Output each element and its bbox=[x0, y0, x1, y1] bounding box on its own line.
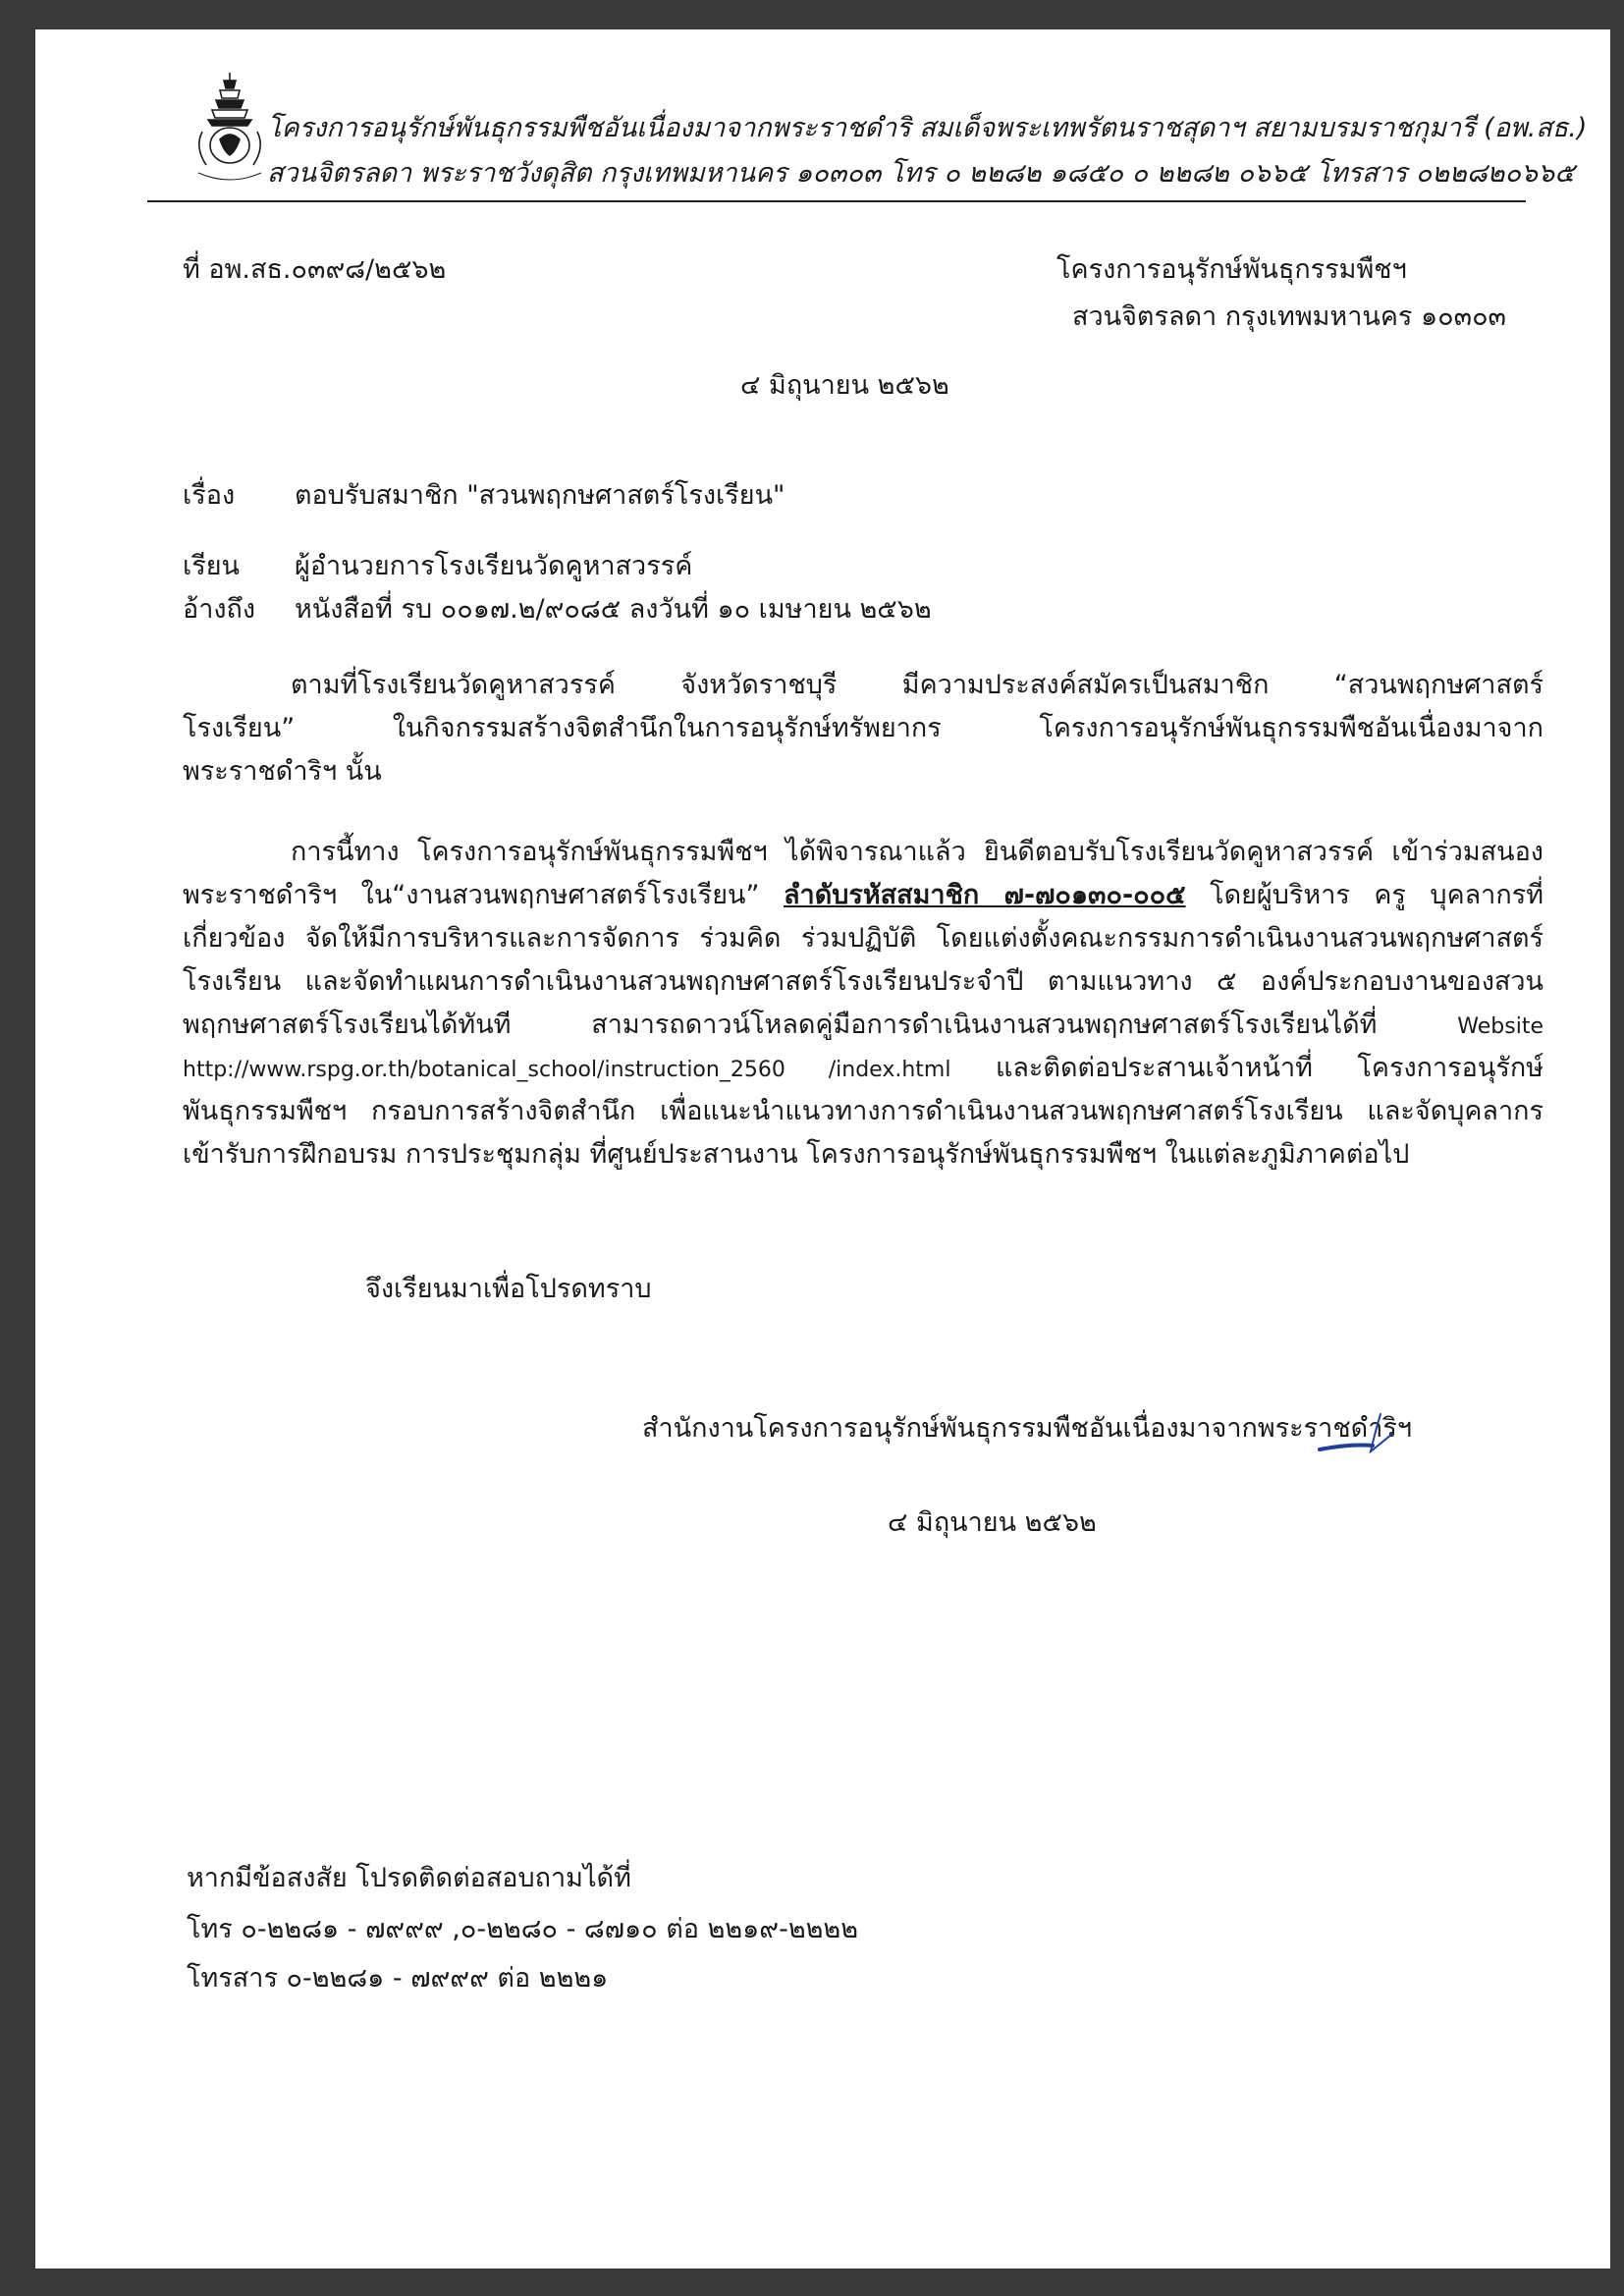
body-line bbox=[183, 874, 1543, 917]
reference-text: หนังสือที่ รบ ๐๐๑๗.๒/๙๐๘๕ ลงวันที่ ๑๐ เมษายน ๒๕๖๒ bbox=[295, 594, 932, 625]
contact-intro: หากมีข้อสงสัย โปรดติดต่อสอบถามได้ที่ bbox=[187, 1863, 631, 1893]
header-divider bbox=[147, 200, 1526, 202]
sender-address: สวนจิตรลดา กรุงเทพมหานคร ๑๐๓๐๓ bbox=[1072, 301, 1507, 332]
body-line bbox=[183, 1047, 1543, 1090]
body-line: การนี้ทาง โครงการอนุรักษ์พันธุกรรมพืชฯ ได้พิจารณาแล้ว ยินดีตอบรับโรงเรียนวัดคูหาสวรรค์ เข้าร่วมสนอง bbox=[291, 837, 1543, 867]
recipient-text: ผู้อำนวยการโรงเรียนวัดคูหาสวรรค์ bbox=[295, 551, 693, 581]
reference-label: อ้างถึง bbox=[183, 594, 256, 625]
letter-page bbox=[35, 29, 1610, 2269]
website-label: Website bbox=[1457, 1014, 1543, 1039]
body-text: พระราชดำริฯ ใน“งานสวนพฤกษศาสตร์โรงเรียน” bbox=[183, 880, 760, 910]
body-line: ตามที่โรงเรียนวัดคูหาสวรรค์ จังหวัดราชบุรี มีความประสงค์สมัครเป็นสมาชิก “สวนพฤกษศาสตร์ bbox=[291, 670, 1543, 700]
reference-number: ที่ อพ.สธ.๐๓๙๘/๒๕๖๒ bbox=[183, 254, 447, 285]
recipient-label: เรียน bbox=[183, 551, 241, 581]
contact-fax: โทรสาร ๐-๒๒๘๑ - ๗๙๙๙ ต่อ ๒๒๒๑ bbox=[187, 1963, 609, 1994]
subject-label: เรื่อง bbox=[183, 480, 236, 511]
signing-office: สำนักงานโครงการอนุรักษ์พันธุกรรมพืชอันเนื่องมาจากพระราชดำริฯ bbox=[642, 1413, 1413, 1444]
member-code: ลำดับรหัสสมาชิก ๗-๗๐๑๓๐-๐๐๕ bbox=[784, 880, 1186, 910]
body-line: โรงเรียน และจัดทำแผนการดำเนินงานสวนพฤกษศาสตร์โรงเรียนประจำปี ตามแนวทาง ๕ องค์ประกอบงานของสวน bbox=[183, 966, 1543, 997]
body-line bbox=[183, 1004, 1543, 1047]
body-text: โดยผู้บริหาร ครู บุคลากรที่ bbox=[1210, 880, 1543, 910]
manual-url: http://www.rspg.or.th/botanical_school/instruction_2560 /index.html bbox=[183, 1058, 951, 1082]
body-text: และติดต่อประสานเจ้าหน้าที่ โครงการอนุรักษ์ bbox=[995, 1053, 1543, 1083]
body-line: เข้ารับการฝึกอบรม การประชุมกลุ่ม ที่ศูนย์ประสานงาน โครงการอนุรักษ์พันธุกรรมพืชฯ ในแต่ละภูมิภาคต่อไป bbox=[183, 1139, 1410, 1170]
body-line: เกี่ยวข้อง จัดให้มีการบริหารและการจัดการ ร่วมคิด ร่วมปฏิบัติ โดยแต่งตั้งคณะกรรมการดำเนินงานสวนพฤกษศาสตร์ bbox=[183, 923, 1543, 954]
body-line: พระราชดำริฯ นั้น bbox=[183, 756, 382, 787]
sender-name: โครงการอนุรักษ์พันธุกรรมพืชฯ bbox=[1056, 254, 1407, 285]
body-paragraph-1 bbox=[183, 664, 1543, 793]
body-paragraph-2 bbox=[183, 831, 1543, 1176]
header-title: โครงการอนุรักษ์พันธุกรรมพืชอันเนื่องมาจากพระราชดำริ สมเด็จพระเทพรัตนราชสุดาฯ สยามบรมราชกุมารี (อพ.สธ.) bbox=[267, 113, 1588, 143]
signature-icon bbox=[1312, 1404, 1420, 1463]
header-address: สวนจิตรลดา พระราชวังดุสิต กรุงเทพมหานคร ๑๐๓๐๓ โทร ๐ ๒๒๘๒ ๑๘๕๐ ๐ ๒๒๘๒ ๐๖๖๕ โทรสาร ๐๒๒๘๒๐๖๖๕ bbox=[267, 158, 1575, 189]
body-text: พฤกษศาสตร์โรงเรียนได้ทันที สามารถดาวน์โหลดคู่มือการดำเนินงานสวนพฤกษศาสตร์โรงเรียนได้ที่ bbox=[183, 1010, 1378, 1040]
letter-date: ๔ มิถุนายน ๒๕๖๒ bbox=[740, 370, 949, 401]
body-line: โรงเรียน” ในกิจกรรมสร้างจิตสำนึกในการอนุรักษ์ทรัพยากร โครงการอนุรักษ์พันธุกรรมพืชอันเนื่องมาจาก bbox=[183, 713, 1543, 743]
body-line: พันธุกรรมพืชฯ กรอบการสร้างจิตสำนึก เพื่อแนะนำแนวทางการดำเนินงานสวนพฤกษศาสตร์โรงเรียน และจัดบุคลากร bbox=[183, 1096, 1543, 1126]
subject-text: ตอบรับสมาชิก "สวนพฤกษศาสตร์โรงเรียน" bbox=[295, 480, 785, 511]
signing-date: ๔ มิถุนายน ๒๕๖๒ bbox=[888, 1507, 1097, 1538]
contact-phone: โทร ๐-๒๒๘๑ - ๗๙๙๙ ,๐-๒๒๘๐ - ๘๗๑๐ ต่อ ๒๒๑๙-๒๒๒๒ bbox=[187, 1914, 859, 1944]
closing-text: จึงเรียนมาเพื่อโปรดทราบ bbox=[365, 1274, 652, 1304]
